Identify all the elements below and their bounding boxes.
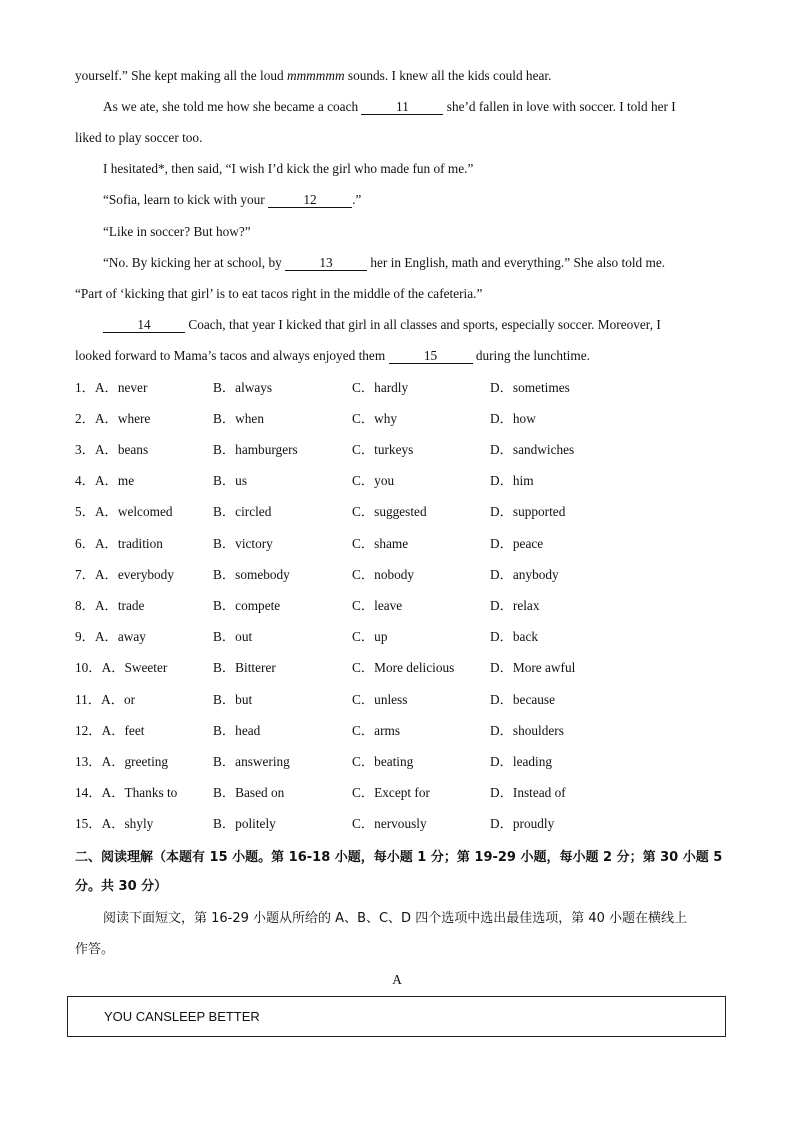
option-c[interactable]: C．beating: [352, 754, 414, 769]
text: .”: [352, 192, 362, 207]
passage-line-7: [103, 253, 719, 273]
option-text: A．beans: [94, 442, 149, 457]
option-a[interactable]: [75, 378, 147, 398]
option-text: A．Thanks to: [101, 785, 178, 800]
option-b[interactable]: B．Based on: [213, 785, 285, 800]
italic-text: mmmmmm: [286, 68, 345, 83]
option-text: A．welcomed: [94, 504, 173, 519]
option-a[interactable]: [75, 502, 173, 522]
question-9-options: [75, 627, 719, 647]
blank-15: 15: [389, 348, 473, 364]
passage-line-3: liked to play soccer too.: [75, 130, 203, 145]
option-text: A．or: [101, 692, 136, 707]
option-c[interactable]: C．More delicious: [352, 660, 455, 675]
article-title-box: [67, 996, 726, 1037]
option-a[interactable]: [75, 783, 177, 803]
option-a[interactable]: [75, 690, 135, 710]
question-11-options: [75, 690, 719, 710]
option-b[interactable]: B．us: [213, 473, 247, 488]
passage-line-2: [103, 97, 719, 117]
option-c[interactable]: C．up: [352, 629, 388, 644]
option-c[interactable]: C．arms: [352, 723, 401, 738]
option-b[interactable]: B．somebody: [213, 567, 290, 582]
option-d[interactable]: D．leading: [490, 754, 553, 769]
option-d[interactable]: D．sometimes: [490, 380, 570, 395]
instruction-line-1: 阅读下面短文，第 16-29 小题从所给的 A、B、C、D 四个选项中选出最佳选项，第 40 小题在横线上: [103, 911, 688, 926]
option-b[interactable]: B．head: [213, 723, 261, 738]
option-d[interactable]: D．because: [490, 692, 555, 707]
text: “Sofia, learn to kick with your: [103, 192, 269, 207]
question-7-options: [75, 565, 719, 585]
option-b[interactable]: B．out: [213, 629, 253, 644]
option-d[interactable]: D．sandwiches: [490, 442, 575, 457]
option-d[interactable]: D．shoulders: [490, 723, 564, 738]
option-b[interactable]: B．compete: [213, 598, 281, 613]
question-8-options: [75, 596, 719, 616]
option-c[interactable]: C．leave: [352, 598, 403, 613]
question-number: 9．: [75, 629, 95, 644]
option-b[interactable]: B．Bitterer: [213, 660, 276, 675]
question-number: 4．: [75, 473, 95, 488]
passage-line-4: I hesitated*, then said, “I wish I’d kick the girl who made fun of me.”: [103, 161, 474, 176]
blank-12: 12: [268, 192, 352, 208]
option-a[interactable]: [75, 471, 134, 491]
option-d[interactable]: D．More awful: [490, 660, 576, 675]
text: her in English, math and everything.” She also told me.: [367, 255, 666, 270]
option-c[interactable]: C．why: [352, 411, 398, 426]
option-c[interactable]: C．Except for: [352, 785, 430, 800]
option-b[interactable]: B．hamburgers: [213, 442, 298, 457]
option-a[interactable]: [75, 409, 150, 429]
article-title: YOU CANSLEEP BETTER: [104, 1009, 260, 1024]
option-d[interactable]: D．relax: [490, 598, 540, 613]
passage-line-1: [75, 66, 719, 86]
question-number: 7．: [75, 567, 95, 582]
option-d[interactable]: D．anybody: [490, 567, 559, 582]
option-a[interactable]: [75, 721, 144, 741]
option-c[interactable]: C．hardly: [352, 380, 409, 395]
option-b[interactable]: B．always: [213, 380, 273, 395]
option-c[interactable]: C．you: [352, 473, 395, 488]
question-6-options: [75, 534, 719, 554]
question-number: 11．: [75, 692, 102, 707]
text: Coach, that year I kicked that girl in all classes and sports, especially soccer. Moreover, I: [185, 317, 661, 332]
option-a[interactable]: [75, 627, 146, 647]
option-d[interactable]: D．Instead of: [490, 785, 566, 800]
question-number: 6．: [75, 536, 95, 551]
option-text: A．tradition: [94, 536, 163, 551]
passage-line-5: [103, 190, 719, 210]
option-d[interactable]: D．supported: [490, 504, 566, 519]
question-15-options: [75, 814, 719, 834]
section-heading-line-1: 二、阅读理解（本题有 15 小题。第 16-18 小题，每小题 1 分；第 19-29 小题，每小题 2 分；第 30 小题 5: [75, 850, 723, 865]
option-b[interactable]: B．circled: [213, 504, 272, 519]
question-2-options: [75, 409, 719, 429]
option-text: A．greeting: [101, 754, 169, 769]
blank-11: 11: [361, 99, 443, 115]
blank-14: 14: [103, 317, 185, 333]
question-number: 15．: [75, 816, 102, 831]
option-b[interactable]: B．when: [213, 411, 264, 426]
option-a[interactable]: [75, 440, 148, 460]
instruction-line-2: 作答。: [75, 942, 115, 957]
blank-13: 13: [285, 255, 367, 271]
option-a[interactable]: [75, 814, 153, 834]
text: As we ate, she told me how she became a coach: [103, 99, 362, 114]
question-4-options: [75, 471, 719, 491]
question-number: 3．: [75, 442, 95, 457]
question-10-options: [75, 658, 719, 678]
option-a[interactable]: [75, 658, 167, 678]
text: during the lunchtime.: [472, 348, 590, 363]
question-number: 1．: [75, 380, 95, 395]
option-a[interactable]: [75, 596, 144, 616]
option-d[interactable]: D．back: [490, 629, 538, 644]
option-text: A．trade: [94, 598, 145, 613]
question-5-options: [75, 502, 719, 522]
question-13-options: [75, 752, 719, 772]
passage-line-10: [75, 346, 719, 366]
option-b[interactable]: B．answering: [213, 754, 290, 769]
option-b[interactable]: B．victory: [213, 536, 273, 551]
question-1-options: [75, 378, 719, 398]
option-text: A．Sweeter: [101, 660, 168, 675]
question-number: 12．: [75, 723, 102, 738]
option-d[interactable]: D．peace: [490, 536, 544, 551]
option-c[interactable]: C．turkeys: [352, 442, 414, 457]
option-a[interactable]: [75, 534, 163, 554]
question-number: 13．: [75, 754, 102, 769]
question-number: 14．: [75, 785, 102, 800]
option-text: A．shyly: [101, 816, 154, 831]
option-c[interactable]: C．unless: [352, 692, 408, 707]
question-14-options: [75, 783, 719, 803]
option-b[interactable]: B．but: [213, 692, 253, 707]
text: she’d fallen in love with soccer. I told her I: [443, 99, 676, 114]
question-number: 2．: [75, 411, 95, 426]
text: looked forward to Mama’s tacos and always enjoyed them: [75, 348, 389, 363]
option-d[interactable]: D．how: [490, 411, 536, 426]
question-12-options: [75, 721, 719, 741]
passage-line-8: “Part of ‘kicking that girl’ is to eat tacos right in the middle of the cafeteria.”: [75, 286, 483, 301]
option-text: A．away: [94, 629, 146, 644]
part-label: A: [392, 972, 402, 987]
question-number: 10．: [75, 660, 102, 675]
question-number: 5．: [75, 504, 95, 519]
section-heading-line-2: 分。共 30 分）: [75, 879, 168, 894]
option-d[interactable]: D．him: [490, 473, 534, 488]
option-text: A．where: [94, 411, 151, 426]
option-text: A．me: [94, 473, 135, 488]
option-text: A．never: [94, 380, 148, 395]
question-3-options: [75, 440, 719, 460]
question-number: 8．: [75, 598, 95, 613]
passage-line-9: [103, 315, 719, 335]
option-b[interactable]: B．politely: [213, 816, 276, 831]
option-d[interactable]: D．proudly: [490, 816, 555, 831]
option-c[interactable]: C．nobody: [352, 567, 415, 582]
option-a[interactable]: [75, 752, 168, 772]
option-c[interactable]: C．shame: [352, 536, 409, 551]
option-a[interactable]: [75, 565, 174, 585]
option-text: A．feet: [101, 723, 145, 738]
option-text: A．everybody: [94, 567, 174, 582]
text: “No. By kicking her at school, by: [103, 255, 286, 270]
text: yourself.” She kept making all the loud: [75, 68, 287, 83]
option-c[interactable]: C．nervously: [352, 816, 427, 831]
text: sounds. I knew all the kids could hear.: [344, 68, 552, 83]
option-c[interactable]: C．suggested: [352, 504, 427, 519]
passage-line-6: “Like in soccer? But how?”: [103, 224, 251, 239]
